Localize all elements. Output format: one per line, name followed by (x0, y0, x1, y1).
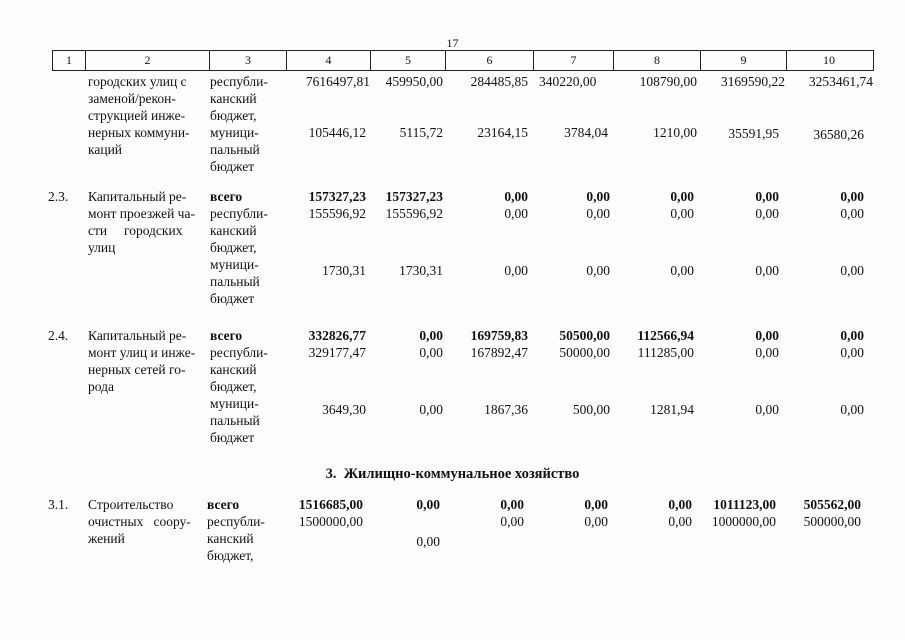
table-cell: 500000,00 (803, 514, 861, 529)
table-cell: 0,00 (416, 534, 440, 549)
table-cell: 0,00 (586, 189, 610, 204)
table-cell: 155596,92 (308, 206, 366, 221)
table-cell: 500,00 (572, 402, 610, 417)
table-cell: 1867,36 (484, 402, 528, 417)
table-cell: 0,00 (584, 514, 608, 529)
funding-source: пальный (210, 274, 260, 289)
table-cell: 36580,26 (813, 127, 864, 142)
row-number: 3.1. (48, 497, 69, 512)
table-cell: 332826,77 (308, 328, 366, 343)
row-name: жений (88, 531, 125, 546)
table-cell: 0,00 (668, 514, 692, 529)
table-cell: 3169590,22 (720, 74, 785, 89)
table-cell: 0,00 (504, 206, 528, 221)
table-cell: 157327,23 (308, 189, 366, 204)
funding-source: канский (207, 531, 254, 546)
table-cell: 0,00 (419, 345, 443, 360)
funding-source: бюджет, (207, 548, 254, 563)
table-cell: 1000000,00 (711, 514, 776, 529)
table-cell: 0,00 (416, 497, 440, 512)
row-name: Строительство (88, 497, 174, 512)
table-cell: 0,00 (840, 189, 864, 204)
table-cell: 0,00 (419, 402, 443, 417)
funding-source: бюджет, (210, 108, 257, 123)
header-col-10: 10 (823, 53, 835, 67)
table-cell: 155596,92 (385, 206, 443, 221)
table-cell: 0,00 (840, 206, 864, 221)
table-cell: 0,00 (584, 497, 608, 512)
table-cell: 1011123,00 (713, 497, 776, 512)
table-cell: 0,00 (500, 497, 524, 512)
row-number: 2.4. (48, 328, 69, 343)
funding-source: республи- (210, 206, 268, 221)
table-cell: 0,00 (755, 263, 779, 278)
row-name: каций (88, 142, 123, 157)
header-col-8: 8 (614, 51, 701, 70)
table-header (52, 50, 874, 71)
funding-source: бюджет (210, 430, 255, 445)
funding-source: республи- (210, 345, 268, 360)
table-cell: 0,00 (755, 345, 779, 360)
table-cell: 157327,23 (385, 189, 443, 204)
table-cell: 0,00 (755, 189, 779, 204)
funding-source: муници- (210, 257, 259, 272)
table-cell: 1730,31 (399, 263, 443, 278)
funding-source: пальный (210, 142, 260, 157)
table-cell: 7616497,81 (305, 74, 370, 89)
table-cell: 0,00 (755, 206, 779, 221)
table-cell: 5115,72 (399, 125, 443, 140)
table-cell: 35591,95 (728, 126, 779, 141)
table-cell: 0,00 (419, 328, 443, 343)
table-cell: 1730,31 (322, 263, 366, 278)
table-cell: 50500,00 (559, 328, 610, 343)
row-name: нерных коммуни- (88, 125, 190, 140)
funding-source: бюджет (210, 159, 255, 174)
table-cell: 0,00 (840, 345, 864, 360)
page-number: 17 (446, 36, 459, 50)
table-cell: 284485,85 (470, 74, 528, 89)
funding-source: всего (207, 497, 240, 512)
header-col-6: 6 (446, 51, 534, 70)
table-cell: 111285,00 (637, 345, 694, 360)
table-cell: 105446,12 (308, 125, 366, 140)
table-cell: 340220,00 (539, 74, 597, 89)
row-name: Капитальный ре- (88, 328, 187, 343)
funding-source: канский (210, 362, 257, 377)
funding-source: республи- (207, 514, 265, 529)
table-cell: 23164,15 (477, 125, 528, 140)
header-col-4: 4 (287, 51, 371, 70)
header-col-7: 7 (534, 51, 614, 70)
table-cell: 3649,30 (322, 402, 366, 417)
table-cell: 3253461,74 (808, 74, 873, 89)
table-cell: 0,00 (670, 263, 694, 278)
funding-source: бюджет, (210, 240, 257, 255)
table-cell: 0,00 (840, 402, 864, 417)
table-cell: 50000,00 (559, 345, 610, 360)
row-name: городских улиц с (88, 74, 187, 89)
table-cell: 1516685,00 (298, 497, 363, 512)
row-name: очистных соору- (88, 514, 191, 529)
table-cell: 108790,00 (639, 74, 697, 89)
table-cell: 0,00 (755, 402, 779, 417)
table-cell: 459950,00 (385, 74, 443, 89)
funding-source: пальный (210, 413, 260, 428)
funding-source: муници- (210, 125, 259, 140)
table-cell: 505562,00 (803, 497, 861, 512)
row-name: струкцией инже- (88, 108, 186, 123)
table-cell: 0,00 (668, 497, 692, 512)
funding-source: всего (210, 328, 243, 343)
table-cell: 0,00 (586, 206, 610, 221)
funding-source: всего (210, 189, 243, 204)
table-cell: 0,00 (840, 263, 864, 278)
table-cell: 0,00 (670, 189, 694, 204)
funding-source: бюджет (210, 291, 255, 306)
table-cell: 167892,47 (470, 345, 528, 360)
row-name: монт улиц и инже- (88, 345, 196, 360)
funding-source: муници- (210, 396, 259, 411)
table-cell: 0,00 (755, 328, 779, 343)
funding-source: бюджет, (210, 379, 257, 394)
row-name: заменой/рекон- (88, 91, 176, 106)
table-cell: 0,00 (586, 263, 610, 278)
funding-source: канский (210, 91, 257, 106)
table-cell: 0,00 (670, 206, 694, 221)
table-cell: 3784,04 (564, 125, 608, 140)
table-cell: 329177,47 (308, 345, 366, 360)
header-col-9: 9 (701, 51, 787, 70)
header-col-5: 5 (371, 51, 446, 70)
row-name: нерных сетей го- (88, 362, 186, 377)
header-col-3: 3 (210, 51, 287, 70)
table-cell: 0,00 (840, 328, 864, 343)
table-cell: 0,00 (504, 189, 528, 204)
header-col-1: 1 (53, 51, 86, 70)
row-name: улиц (88, 240, 116, 255)
row-number: 2.3. (48, 189, 69, 204)
header-col-2: 2 (86, 51, 210, 70)
table-cell: 112566,94 (637, 328, 694, 343)
table-cell: 1500000,00 (298, 514, 363, 529)
table-cell: 1281,94 (650, 402, 694, 417)
table-cell: 1210,00 (653, 125, 697, 140)
row-name: монт проезжей ча- (88, 206, 195, 221)
row-name: сти городских (88, 223, 183, 238)
funding-source: канский (210, 223, 257, 238)
table-cell: 169759,83 (470, 328, 528, 343)
table-cell: 0,00 (500, 514, 524, 529)
row-name: Капитальный ре- (88, 189, 187, 204)
section-title: 3. Жилищно-коммунальное хозяйство (325, 466, 580, 482)
funding-source: республи- (210, 74, 268, 89)
row-name: рода (88, 379, 114, 394)
table-cell: 0,00 (504, 263, 528, 278)
